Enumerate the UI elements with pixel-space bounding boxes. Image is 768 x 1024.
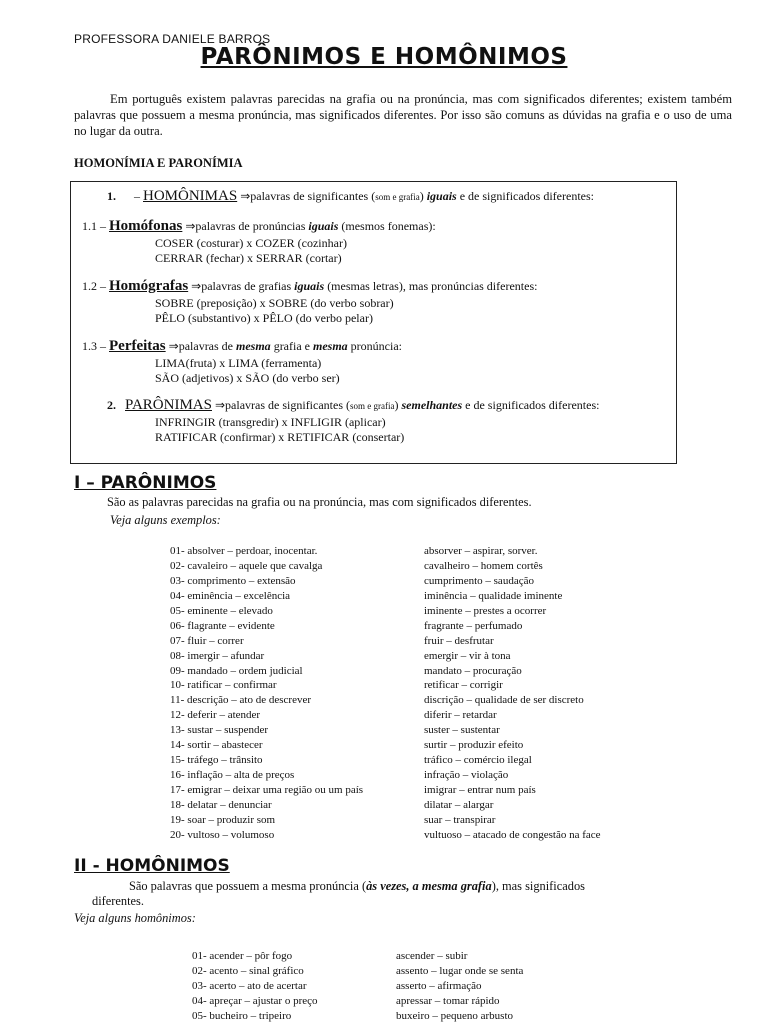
list-item: 01- absolver – perdoar, inocentar. bbox=[170, 545, 318, 557]
box-heading: HOMONÍMIA E PARONÍMIA bbox=[74, 156, 243, 170]
list-item: vultuoso – atacado de congestão na face bbox=[424, 828, 601, 841]
list-item: 09- mandado – ordem judicial bbox=[170, 664, 303, 677]
list-item: 12- deferir – atender bbox=[170, 709, 261, 722]
list-item: infração – violação bbox=[424, 769, 509, 782]
list-item: 16- inflação – alta de preços bbox=[170, 769, 295, 782]
list-item: fruir – desfrutar bbox=[424, 634, 494, 647]
list-item: 01- acender – pôr fogo bbox=[192, 950, 293, 962]
example-line: PÊLO (substantivo) x PÊLO (do verbo pelar) bbox=[155, 311, 373, 325]
implies-arrow-icon: ⇒ bbox=[168, 339, 179, 353]
paronimos-left-column bbox=[170, 544, 363, 843]
example-line: SÃO (adjetivos) x SÃO (do verbo ser) bbox=[155, 371, 340, 385]
section-text: São palavras que possuem a mesma pronúncia (às vezes, a mesma grafia), mas significados bbox=[129, 879, 585, 893]
paronimos-right-column bbox=[424, 544, 601, 843]
list-item: dilatar – alargar bbox=[424, 798, 494, 811]
def-homofonas: 1.1 – Homófonas ⇒palavras de pronúncias iguais (mesmos fonemas): bbox=[82, 218, 436, 234]
intro-paragraph: Em português existem palavras parecidas na grafia ou na pronúncia, mas com significados diferentes; existem também palavras que possuem a mesma pronúncia, mas significados diferentes. Por isso são comuns as dúvidas na grafia e o uso de uma no lugar da outra. bbox=[74, 92, 732, 138]
definitions-box bbox=[70, 181, 677, 464]
examples-label: Veja alguns homônimos: bbox=[74, 911, 196, 925]
list-item: 14- sortir – abastecer bbox=[170, 739, 263, 752]
list-item: 17- emigrar – deixar uma região ou um país bbox=[170, 784, 364, 796]
section-heading-homonimos: II - HOMÔNIMOS bbox=[74, 856, 230, 876]
list-item: apressar – tomar rápido bbox=[396, 994, 500, 1007]
list-item: 02- acento – sinal gráfico bbox=[192, 964, 304, 977]
term-homofonas: Homófonas bbox=[109, 218, 183, 234]
list-item: 20- vultoso – volumoso bbox=[170, 828, 275, 841]
term-homografas: Homógrafas bbox=[109, 278, 189, 294]
term-homonimas: HOMÔNIMAS bbox=[143, 188, 238, 204]
list-item: cavalheiro – homem cortês bbox=[424, 559, 543, 572]
list-item: 05- bucheiro – tripeiro bbox=[192, 1009, 292, 1022]
list-item: 13- sustar – suspender bbox=[170, 724, 269, 737]
example-line: SOBRE (preposição) x SOBRE (do verbo sobrar) bbox=[155, 296, 394, 310]
implies-arrow-icon: ⇒ bbox=[240, 189, 251, 203]
implies-arrow-icon: ⇒ bbox=[185, 219, 196, 233]
section-text: São as palavras parecidas na grafia ou na pronúncia, mas com significados diferentes. bbox=[107, 495, 532, 509]
list-item: ascender – subir bbox=[396, 950, 468, 962]
section-text-continued: diferentes. bbox=[92, 894, 144, 908]
term-paronimas: PARÔNIMAS bbox=[125, 397, 212, 413]
def-homonimas: 1. – HOMÔNIMAS ⇒palavras de significantes (som e grafia) iguais e de significados diferentes: bbox=[107, 188, 594, 204]
page-title: PARÔNIMOS E HOMÔNIMOS bbox=[200, 44, 568, 70]
example-line: COSER (costurar) x COZER (cozinhar) bbox=[155, 236, 347, 250]
list-item: 18- delatar – denunciar bbox=[170, 798, 272, 811]
list-item: absorver – aspirar, sorver. bbox=[424, 545, 538, 557]
list-item: buxeiro – pequeno arbusto bbox=[396, 1009, 513, 1022]
list-item: asserto – afirmação bbox=[396, 979, 482, 992]
term-perfeitas: Perfeitas bbox=[109, 338, 166, 354]
def-paronimas: 2. PARÔNIMAS ⇒palavras de significantes (som e grafia) semelhantes e de significados diferentes: bbox=[107, 397, 600, 413]
list-item: 03- comprimento – extensão bbox=[170, 574, 296, 587]
list-item: 03- acerto – ato de acertar bbox=[192, 979, 307, 992]
list-item: suster – sustentar bbox=[424, 724, 500, 737]
list-item: discrição – qualidade de ser discreto bbox=[424, 694, 584, 707]
def-homografas: 1.2 – Homógrafas ⇒palavras de grafias iguais (mesmas letras), mas pronúncias diferentes: bbox=[82, 278, 538, 294]
list-item: 06- flagrante – evidente bbox=[170, 619, 275, 632]
list-item: imigrar – entrar num país bbox=[424, 784, 536, 796]
list-item: diferir – retardar bbox=[424, 709, 497, 722]
list-item: mandato – procuração bbox=[424, 664, 522, 677]
homonimos-left-column bbox=[192, 949, 318, 1023]
list-item: 15- tráfego – trânsito bbox=[170, 754, 263, 767]
list-item: surtir – produzir efeito bbox=[424, 739, 524, 752]
def-perfeitas: 1.3 – Perfeitas ⇒palavras de mesma grafia e mesma pronúncia: bbox=[82, 338, 402, 354]
list-item: suar – transpirar bbox=[424, 813, 496, 826]
list-item: 10- ratificar – confirmar bbox=[170, 679, 277, 692]
list-item: 04- eminência – excelência bbox=[170, 589, 291, 602]
list-item: emergir – vir à tona bbox=[424, 649, 511, 662]
list-item: fragrante – perfumado bbox=[424, 619, 523, 632]
list-item: cumprimento – saudação bbox=[424, 574, 534, 587]
example-line: LIMA(fruta) x LIMA (ferramenta) bbox=[155, 356, 322, 370]
implies-arrow-icon: ⇒ bbox=[191, 279, 202, 293]
section-heading-paronimos: I – PARÔNIMOS bbox=[74, 473, 217, 493]
list-item: 07- fluir – correr bbox=[170, 634, 244, 647]
homonimos-right-column bbox=[396, 949, 523, 1023]
list-item: 05- eminente – elevado bbox=[170, 604, 273, 617]
list-item: iminente – prestes a ocorrer bbox=[424, 604, 547, 617]
list-item: 19- soar – produzir som bbox=[170, 813, 276, 826]
list-item: iminência – qualidade iminente bbox=[424, 589, 563, 602]
implies-arrow-icon: ⇒ bbox=[214, 398, 226, 412]
author-name: PROFESSORA DANIELE BARROS bbox=[74, 32, 271, 46]
example-line: CERRAR (fechar) x SERRAR (cortar) bbox=[155, 251, 342, 265]
examples-label: Veja alguns exemplos: bbox=[110, 513, 221, 527]
example-line: RATIFICAR (confirmar) x RETIFICAR (consertar) bbox=[155, 430, 405, 444]
list-item: retificar – corrigir bbox=[424, 679, 503, 692]
example-line: INFRINGIR (transgredir) x INFLIGIR (aplicar) bbox=[155, 415, 386, 429]
list-item: 11- descrição – ato de descrever bbox=[170, 694, 311, 707]
list-item: 02- cavaleiro – aquele que cavalga bbox=[170, 559, 323, 572]
list-item: 08- imergir – afundar bbox=[170, 649, 265, 662]
list-item: assento – lugar onde se senta bbox=[396, 964, 524, 977]
list-item: tráfico – comércio ilegal bbox=[424, 754, 532, 767]
list-item: 04- apreçar – ajustar o preço bbox=[192, 994, 318, 1007]
